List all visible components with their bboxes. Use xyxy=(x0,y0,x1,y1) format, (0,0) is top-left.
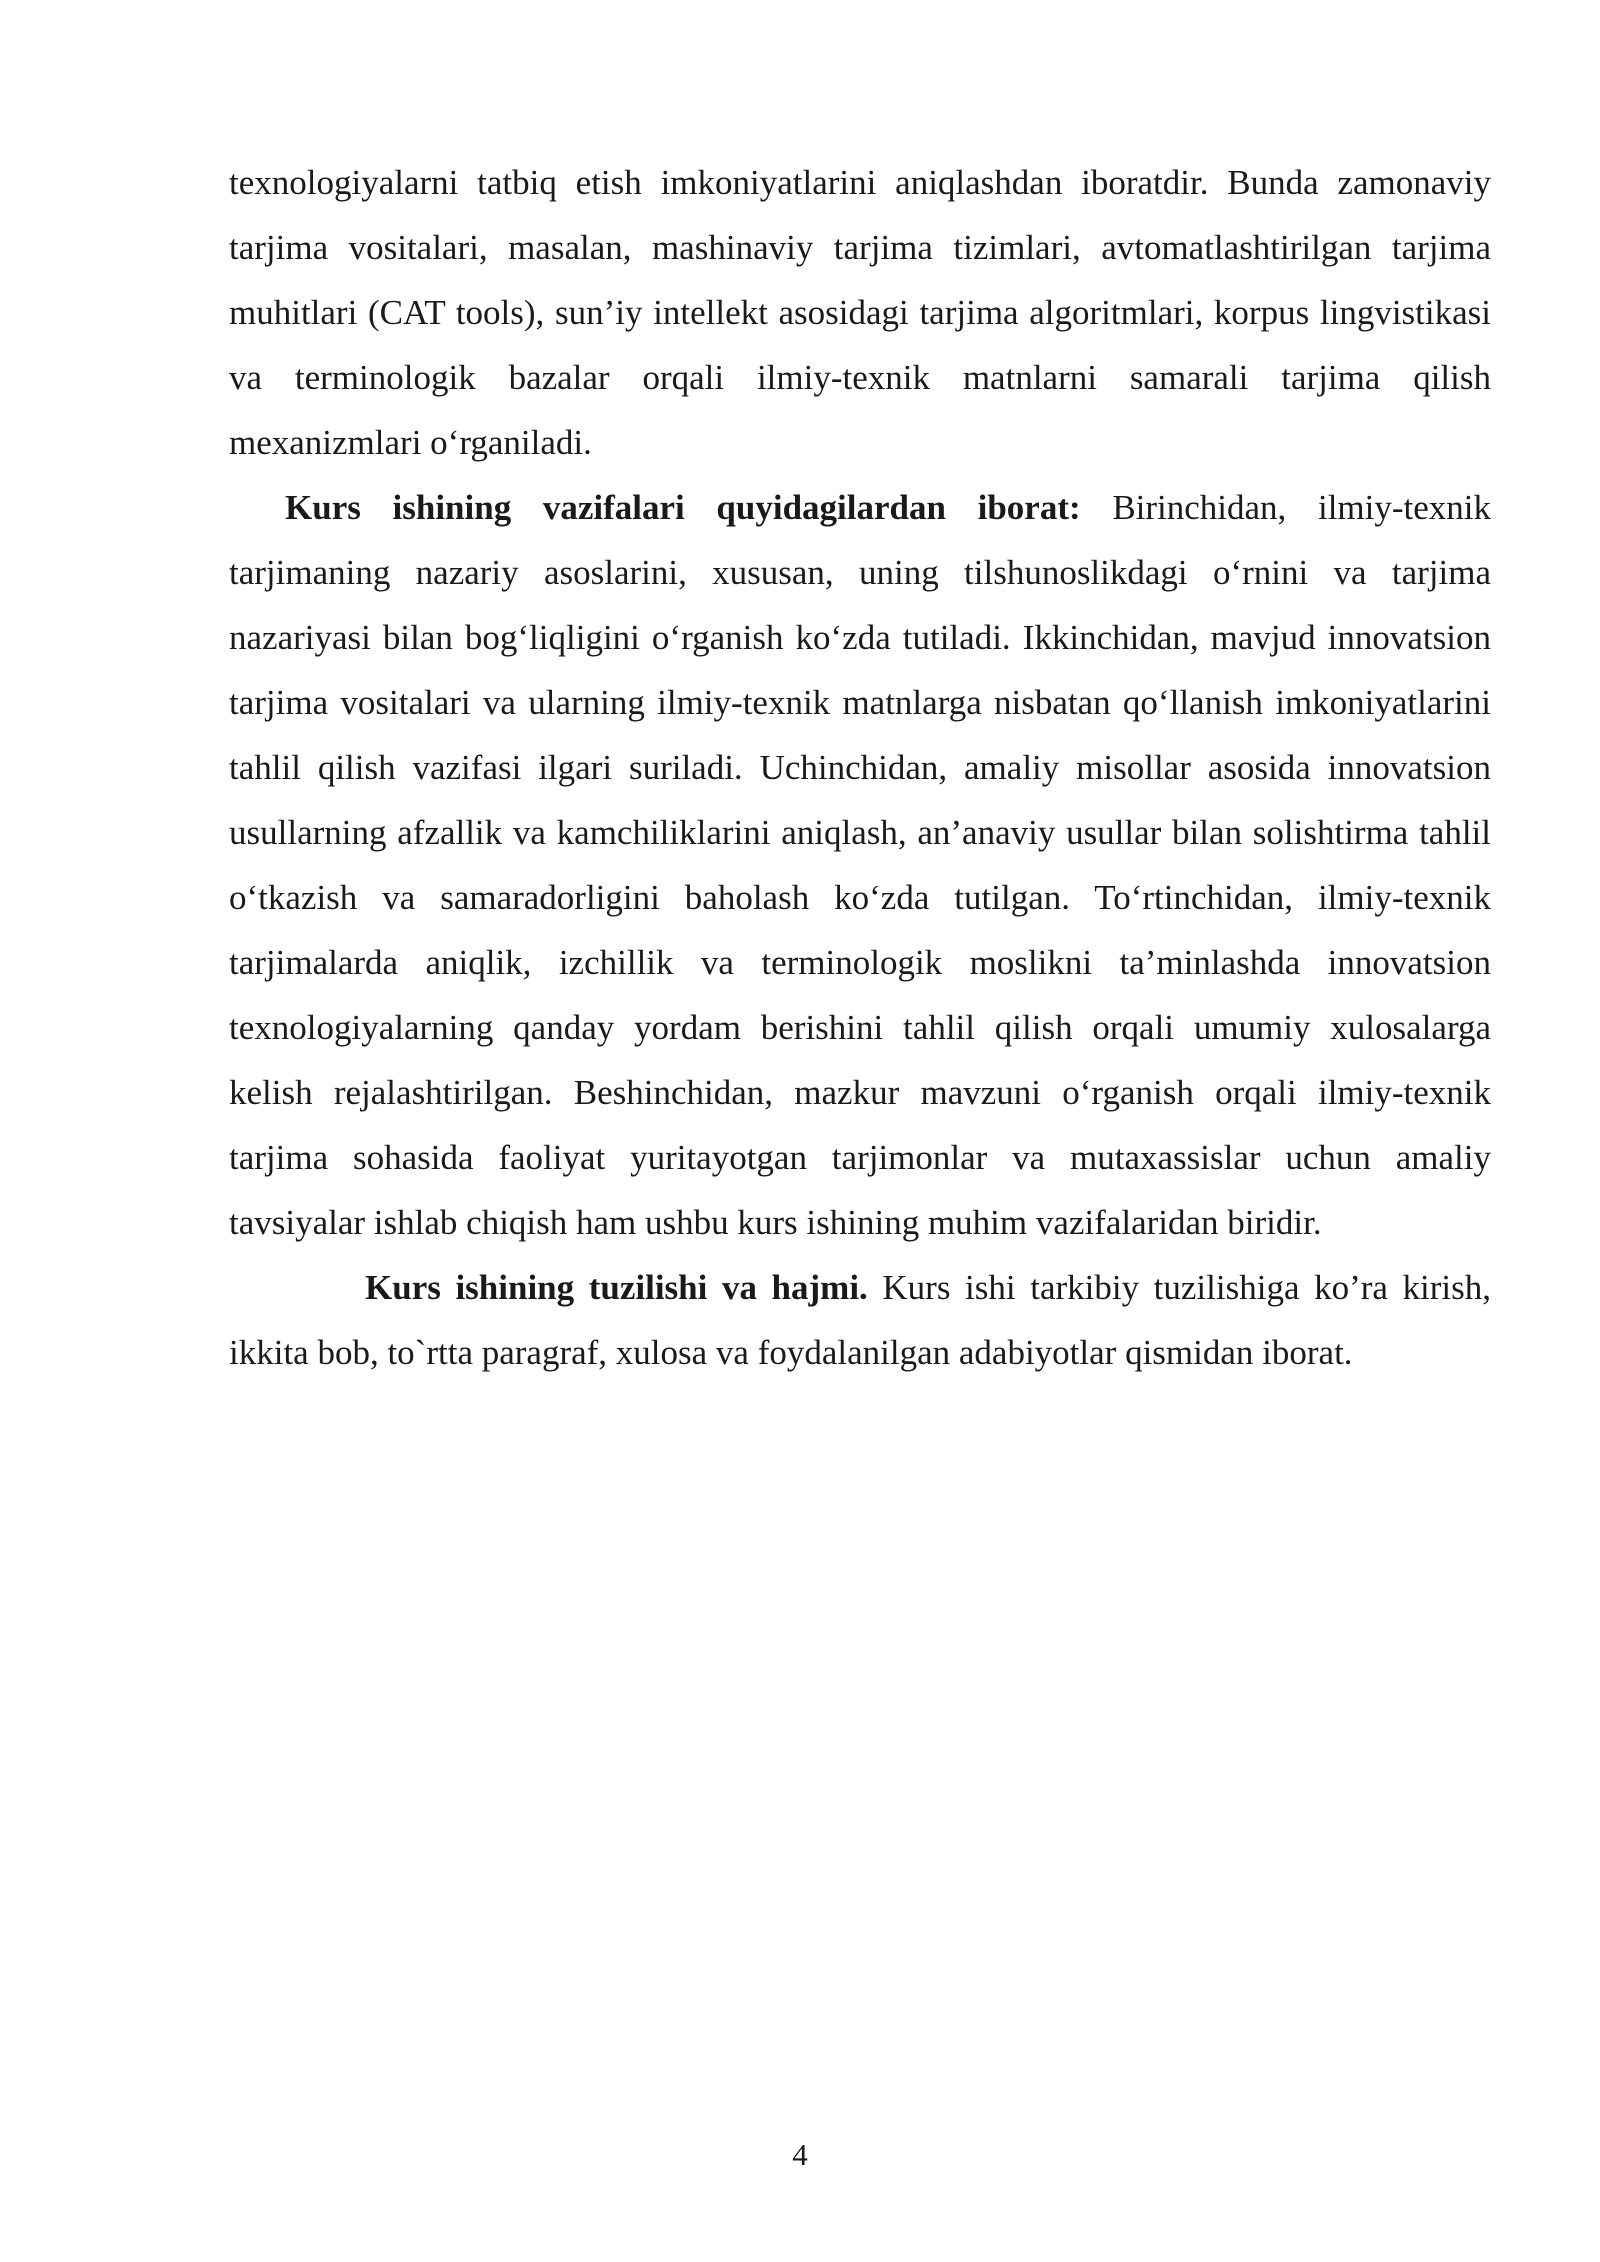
paragraph-tasks-text: Birinchidan, ilmiy-texnik tarjimaning nazariy asoslarini, xususan, uning tilshunoslikdagi o‘rnini va tarjima nazariyasi bilan bog‘liqligini o‘rganish ko‘zda tutiladi. Ikkinchidan, mavjud innovatsion tarjima vositalari va ularning ilmiy-texnik matnlarga nisbatan qo‘llanish imkoniyatlarini tahlil qilish vazifasi ilgari suriladi. Uchinchidan, amaliy misollar asosida innovatsion usullarning afzallik va kamchiliklarini aniqlash, an’anaviy usullar bilan solishtirma tahlil o‘tkazish va samaradorligini baholash ko‘zda tutilgan. To‘rtinchidan, ilmiy-texnik tarjimalarda aniqlik, izchillik va terminologik moslikni ta’minlashda innovatsion texnologiyalarning qanday yordam berishini tahlil qilish orqali umumiy xulosalarga kelish rejalashtirilgan. Beshinchidan, mazkur mavzuni o‘rganish orqali ilmiy-texnik tarjima sohasida faoliyat yuritayotgan tarjimonlar va mutaxassislar uchun amaliy tavsiyalar ishlab chiqish ham ushbu kurs ishining muhim vazifalaridan biridir. xyxy=(229,488,1492,1242)
paragraph-tasks xyxy=(229,475,1491,1255)
paragraph-structure-text: Kurs ishi tarkibiy tuzilishiga ko’ra kirish, ikkita bob, to`rtta paragraf, xulosa va foydalanilgan adabiyotlar qismidan iborat. xyxy=(229,1268,1491,1372)
page-body xyxy=(229,150,1491,1385)
paragraph-tasks-heading: Kurs ishining vazifalari quyidagilardan iborat: xyxy=(285,488,1081,527)
paragraph-structure-heading: Kurs ishining tuzilishi va hajmi. xyxy=(365,1268,868,1307)
paragraph-intro-text: texnologiyalarni tatbiq etish imkoniyatlarini aniqlashdan iboratdir. Bunda zamonaviy tarjima vositalari, masalan, mashinaviy tarjima tizimlari, avtomatlashtirilgan tarjima muhitlari (CAT tools), sun’iy intellekt asosidagi tarjima algoritmlari, korpus lingvistikasi va terminologik bazalar orqali ilmiy-texnik matnlarni samarali tarjima qilish mexanizmlari o‘rganiladi. xyxy=(229,163,1491,462)
paragraph-structure xyxy=(229,1255,1491,1385)
page-number: 4 xyxy=(792,2137,808,2172)
paragraph-intro xyxy=(229,150,1491,475)
